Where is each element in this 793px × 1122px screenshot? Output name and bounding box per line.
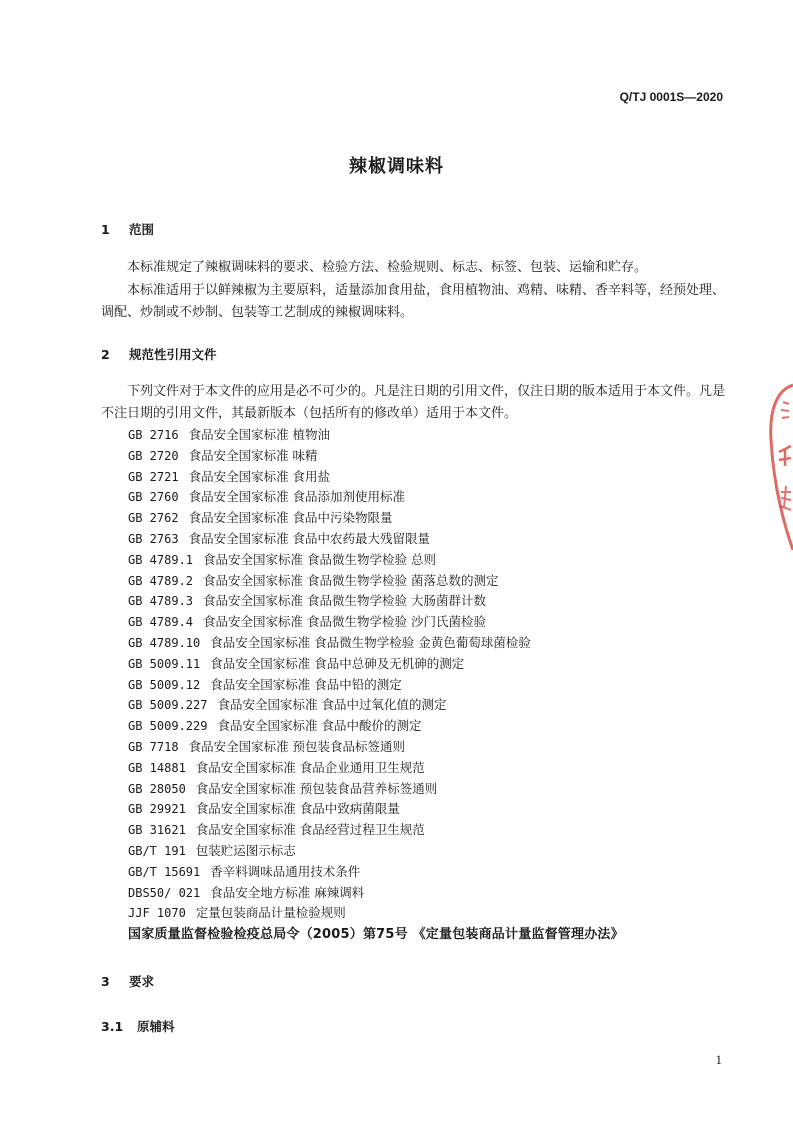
reference-item: GB 2721 食品安全国家标准 食用盐 — [128, 468, 331, 484]
section-2-heading — [101, 345, 217, 363]
reference-item: GB/T 15691 香辛料调味品通用技术条件 — [128, 863, 361, 879]
red-seal-stamp-fragment — [749, 380, 793, 555]
reference-item: GB 5009.12 食品安全国家标准 食品中铅的测定 — [128, 676, 402, 692]
reference-item: GB 29921 食品安全国家标准 食品中致病菌限量 — [128, 801, 400, 817]
reference-item: GB 28050 食品安全国家标准 预包装食品营养标签通则 — [128, 780, 438, 796]
reference-item: GB 4789.2 食品安全国家标准 食品微生物学检验 菌落总数的测定 — [128, 572, 499, 588]
reference-item-decree: 国家质量监督检验检疫总局令（2005）第75号 《定量包装商品计量监督管理办法》 — [128, 927, 624, 943]
scope-paragraph-1: 本标准规定了辣椒调味料的要求、检验方法、检验规则、标志、标签、包装、运输和贮存。 — [127, 260, 648, 275]
reference-item: GB 5009.11 食品安全国家标准 食品中总砷及无机砷的测定 — [128, 655, 465, 671]
reference-item: GB 5009.229 食品安全国家标准 食品中酸价的测定 — [128, 718, 422, 734]
section-number: 1 — [101, 222, 110, 237]
reference-item: GB 2762 食品安全国家标准 食品中污染物限量 — [128, 510, 393, 526]
page-number: 1 — [715, 1052, 722, 1067]
section-3-heading — [101, 972, 154, 990]
reference-item: GB 2720 食品安全国家标准 味精 — [128, 447, 318, 463]
section-title: 范围 — [129, 222, 155, 237]
reference-item: GB 4789.3 食品安全国家标准 食品微生物学检验 大肠菌群计数 — [128, 593, 486, 609]
reference-item: GB 2763 食品安全国家标准 食品中农药最大残留限量 — [128, 530, 431, 546]
reference-item: GB/T 191 包装贮运图示标志 — [128, 842, 296, 858]
reference-list — [128, 425, 624, 945]
reference-item: GB 4789.10 食品安全国家标准 食品微生物学检验 金黄色葡萄球菌检验 — [128, 634, 531, 650]
reference-item: DBS50/ 021 食品安全地方标准 麻辣调料 — [128, 884, 365, 900]
section-title: 要求 — [129, 974, 155, 989]
section-1-heading — [101, 220, 154, 238]
reference-item: GB 4789.4 食品安全国家标准 食品微生物学检验 沙门氏菌检验 — [128, 614, 486, 630]
reference-item: GB 2716 食品安全国家标准 植物油 — [128, 427, 331, 442]
reference-item: GB 7718 食品安全国家标准 预包装食品标签通则 — [128, 738, 406, 754]
reference-item: GB 4789.1 食品安全国家标准 食品微生物学检验 总则 — [128, 551, 436, 567]
reference-item: GB 2760 食品安全国家标准 食品添加剂使用标准 — [128, 489, 406, 505]
subsection-3-1-heading — [101, 1017, 175, 1035]
reference-item: GB 31621 食品安全国家标准 食品经营过程卫生规范 — [128, 822, 425, 838]
references-intro: 下列文件对于本文件的应用是必不可少的。凡是注日期的引用文件，仅注日期的版本适用于本文件。凡是不注日期的引用文件，其最新版本（包括所有的修改单）适用于本文件。 — [101, 384, 726, 421]
scope-paragraph-2: 本标准适用于以鲜辣椒为主要原料，适量添加食用盐，食用植物油、鸡精、味精、香辛料等，经预处理、调配、炒制或不炒制、包装等工艺制成的辣椒调味料。 — [101, 283, 726, 320]
reference-item: GB 5009.227 食品安全国家标准 食品中过氧化值的测定 — [128, 697, 447, 713]
section-title: 规范性引用文件 — [129, 347, 217, 362]
document-title: 辣椒调味料 — [349, 156, 444, 177]
subsection-title: 原辅料 — [137, 1019, 175, 1034]
section-number: 3 — [101, 974, 110, 989]
subsection-number: 3.1 — [101, 1019, 124, 1034]
reference-item: JJF 1070 定量包装商品计量检验规则 — [128, 905, 346, 921]
standard-code: Q/TJ 0001S—2020 — [619, 90, 723, 104]
section-number: 2 — [101, 347, 110, 362]
reference-item: GB 14881 食品安全国家标准 食品企业通用卫生规范 — [128, 759, 425, 775]
